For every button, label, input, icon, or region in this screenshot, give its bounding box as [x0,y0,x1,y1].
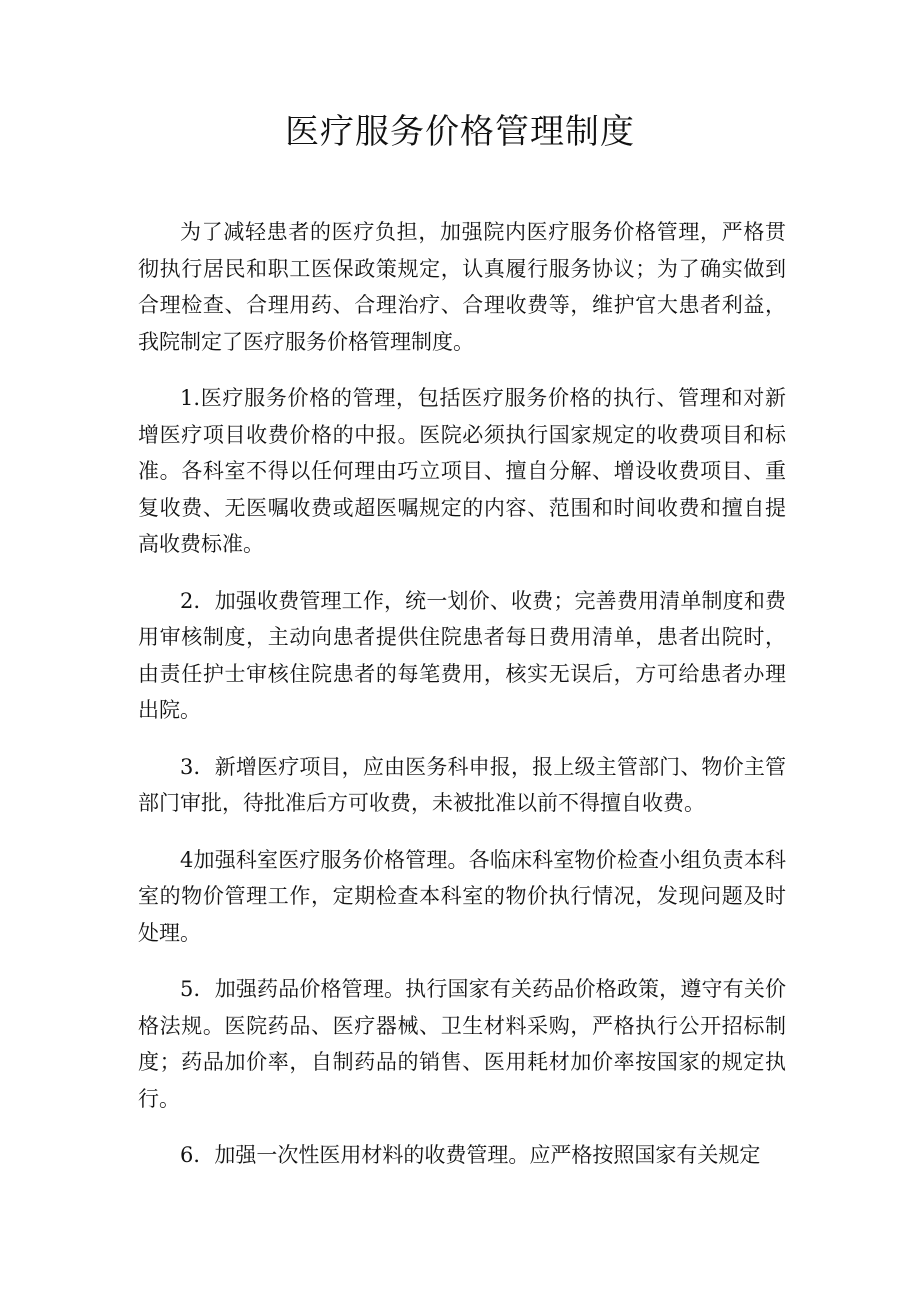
clause-4-paragraph: 4加强科室医疗服务价格管理。各临床科室物价检查小组负责本科室的物价管理工作，定期检查本科室的物价执行情况，发现问题及时处理。 [138,847,786,945]
clause-6-paragraph: 6．加强一次性医用材料的收费管理。应严格按照国家有关规定 [180,1143,761,1167]
clause-5-paragraph: 5．加强药品价格管理。执行国家有关药品价格政策，遵守有关价格法规。医院药品、医疗器械、卫生材料采购，严格执行公开招标制度；药品加价率，自制药品的销售、医用耗材加价率按国家的规定执行。 [138,977,786,1111]
clause-1-paragraph: 1.医疗服务价格的管理，包括医疗服务价格的执行、管理和对新增医疗项目收费价格的中报。医院必须执行国家规定的收费项目和标准。各科室不得以任何理由巧立项目、擅自分解、增设收费项目、重复收费、无医嘱收费或超医嘱规定的内容、范围和时间收费和擅自提高收费标准。 [138,386,786,556]
intro-paragraph: 为了减轻患者的医疗负担，加强院内医疗服务价格管理，严格贯彻执行居民和职工医保政策规定，认真履行服务协议；为了确实做到合理检查、合理用药、合理治疗、合理收费等，维护官大患者利益，我院制定了医疗服务价格管理制度。 [138,220,786,354]
clause-2-paragraph: 2．加强收费管理工作，统一划价、收费；完善费用清单制度和费用审核制度，主动向患者提供住院患者每日费用清单，患者出院时，由责任护士审核住院患者的每笔费用，核实无误后，方可给患者办理出院。 [138,588,786,722]
clause-3-paragraph: 3．新增医疗项目，应由医务科申报，报上级主管部门、物价主管部门审批，待批准后方可收费，未被批准以前不得擅自收费。 [138,754,786,815]
document-title: 医疗服务价格管理制度 [285,112,635,152]
document-body [138,214,786,1194]
